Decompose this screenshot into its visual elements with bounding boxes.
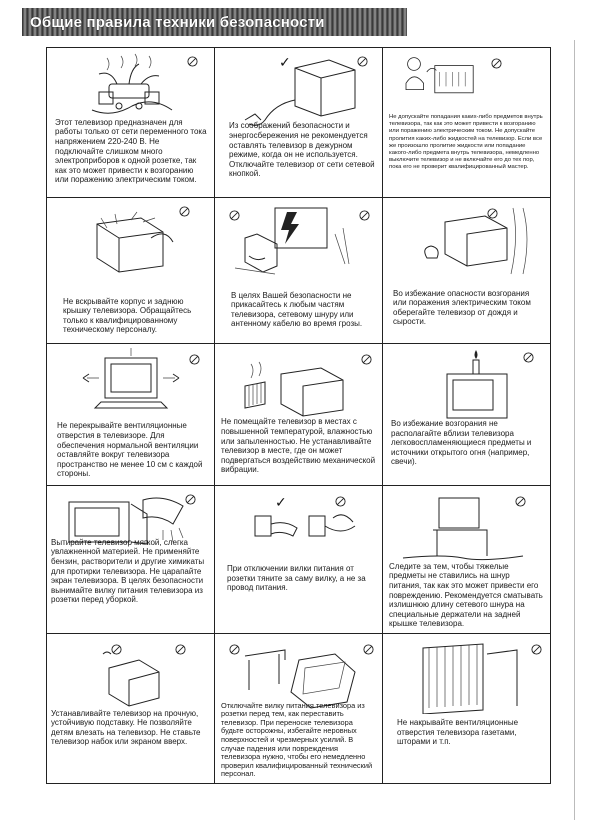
checkmark-icon: ✓ [279, 55, 291, 71]
safety-text: Не вскрывайте корпус и заднюю крышку телевизора. Обращайтесь только к квалифицированному техническому персоналу. [63, 296, 192, 335]
safety-text: Вытирайте телевизор мягкой, слегка увлажненной материей. Не применяйте бензин, растворители и другие химикаты для протирки телевизора. Не царапайте экран телевизора. В целях безопасности вынимайте вилку питания телевизора из розетки перед уборкой. [51, 537, 205, 605]
prohibited-circle-icon [185, 494, 196, 505]
safety-cell-12 [383, 486, 551, 634]
safety-text: Отключайте вилку питания телевизора из розетки перед тем, как переставить телевизор. При переноске телевизора будьте осторожны, избегайте неровных поверхностей и чрезмерных усилий. В случае падения или повреждения телевизора нужно, чтобы его немедленно проверил квалифицированный технический персонал. [221, 700, 373, 779]
prohibited-circle-icon [179, 206, 190, 217]
safety-cell-6 [383, 198, 551, 344]
prohibited-circle-icon [229, 210, 240, 221]
safety-cell-2 [215, 48, 383, 198]
safety-text: Не перекрывайте вентиляционные отверстия в телевизоре. Для обеспечения нормальной вентиляции оставляйте вокруг телевизора пространство не менее 10 см с каждой стороны. [57, 421, 203, 479]
safety-cell-13 [47, 634, 215, 784]
prohibited-circle-icon [515, 496, 526, 507]
safety-text: Не накрывайте вентиляционные отверстия телевизора газетами, шторами и т.п. [397, 718, 519, 747]
safety-text: Устанавливайте телевизор на прочную, устойчивую подставку. Не позволяйте детям влезать на телевизор. Не ставьте телевизор набок или экраном вверх. [51, 708, 201, 747]
covered-vents-illustration [383, 634, 549, 714]
checkmark-icon: ✓ [275, 495, 287, 511]
safety-text: Во избежание возгорания не располагайте вблизи телевизора легковоспламеняющиеся предметы и источники открытого огня (например, свечи). [391, 419, 532, 467]
title-banner [22, 8, 407, 36]
safety-cell-14 [215, 634, 383, 784]
prohibited-circle-icon [189, 354, 200, 365]
prohibited-circle-icon [187, 56, 198, 67]
safety-cell-1 [47, 48, 215, 198]
prohibited-circle-icon [523, 352, 534, 363]
prohibited-circle-icon [487, 208, 498, 219]
safety-text: В целях Вашей безопасности не прикасайтесь к любым частям телевизора, сетевому шнуру или антенному кабелю во время грозы. [231, 290, 363, 329]
safety-cell-11 [215, 486, 383, 634]
safety-cell-15 [383, 634, 551, 784]
safety-text: Следите за тем, чтобы тяжелые предметы не ставились на шнур питания, так как это может привести его повреждению. Рекомендуется сматывать излишнюю длину сетевого шнура на специальные держатели на задней крышке телевизора. [389, 561, 543, 629]
scan-edge-line [574, 40, 575, 820]
tv-rain-illustration [383, 198, 549, 278]
safety-text: Из соображений безопасности и энергосбережения не рекомендуется оставлять телевизор в дежурном режиме, когда он не используется. Отключайте телевизор от сети сетевой кнопкой. [229, 121, 375, 179]
object-in-tv-illustration [383, 48, 549, 112]
heater-near-tv-illustration [215, 344, 381, 424]
prohibited-circle-icon [363, 644, 374, 655]
prohibited-circle-icon [111, 644, 122, 655]
prohibited-circle-icon [357, 56, 368, 67]
safety-cell-9 [383, 344, 551, 486]
prohibited-circle-icon [175, 644, 186, 655]
prohibited-circle-icon [491, 58, 502, 69]
page-title: Общие правила техники безопасности [30, 13, 325, 31]
prohibited-circle-icon [229, 644, 240, 655]
safety-text: Не допускайте попадания каких-либо предметов внутрь телевизора, так как это может привести к возгоранию или поражению электрическим током. Не допускайте пролития каких-либо жидкостей на телевизор. Если все же произошло пролитие жидкости или попадание какого-либо предмета внутрь телевизора, немедленно выключите телевизор и не включайте его до тех пор, пока его не проверит квалифицированный мастер. [389, 114, 543, 171]
safety-cell-10 [47, 486, 215, 634]
safety-cell-7 [47, 344, 215, 486]
safety-cell-5 [215, 198, 383, 344]
tv-on-side-illustration [47, 634, 213, 714]
prohibited-circle-icon [335, 496, 346, 507]
prohibited-circle-icon [361, 354, 372, 365]
safety-grid [46, 47, 551, 784]
safety-text: При отключении вилки питания от розетки тяните за саму вилку, а не за провод питания. [227, 564, 366, 593]
safety-cell-3 [383, 48, 551, 198]
prohibited-circle-icon [359, 210, 370, 221]
safety-cell-8 [215, 344, 383, 486]
unplug-illustration [215, 486, 381, 566]
safety-text: Не помещайте телевизор в местах с повышенной температурой, влажностью или запыленностью. Не устанавливайте телевизор в месте, где он может подвергаться воздействию механической вибрации. [221, 417, 376, 475]
prohibited-circle-icon [531, 644, 542, 655]
safety-text: Этот телевизор предназначен для работы только от сети переменного тока напряжением 220-240 В. Не подключайте слишком много электроприборов к одной розетке, так как это может привести к возгоранию или поражению электрическим током. [55, 117, 207, 185]
safety-cell-4 [47, 198, 215, 344]
safety-text: Во избежание опасности возгорания или поражения электрическим током оберегайте телевизор от дождя и сырости. [393, 288, 531, 327]
